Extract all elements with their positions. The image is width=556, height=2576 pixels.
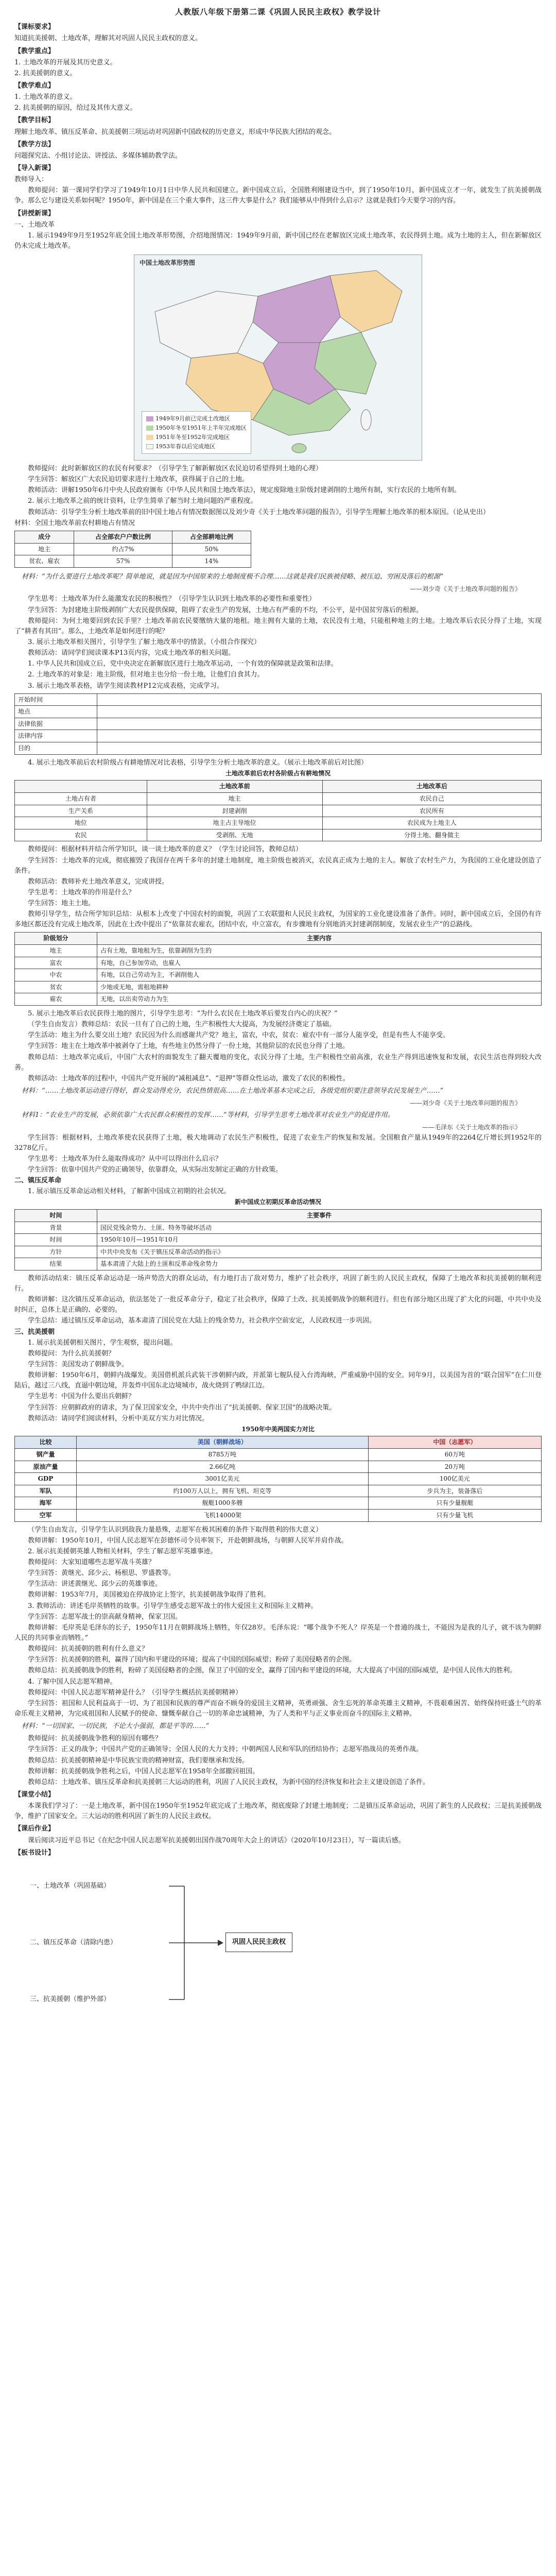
table-row [15, 1222, 542, 1234]
goals-heading: 【课标要求】 [14, 23, 55, 31]
table-header [15, 781, 147, 793]
table-header-row [15, 781, 542, 793]
quote: 材料：“一切国家、一切民族，不论大小强弱，都是平等的……” [22, 1722, 210, 1731]
table-cell: 无地，以出卖劳动力为生 [97, 993, 542, 1006]
paragraph: 教师提问：为什么抗美援朝？ [28, 1349, 115, 1358]
quote: 材料：“为什么要进行土地改革呢？简单地说，就是因为中国原来的土地制度极不合理……这就是我们民族被侵略、被压迫、穷困及落后的根源” [22, 572, 444, 581]
table-cell: 中农 [15, 969, 97, 981]
table-row [15, 792, 542, 805]
paragraph: 学生回答：应朝鲜政府的请求，为了保卫国家安全，中共中央作出了“抗美援朝、保家卫国”的战略决策。 [28, 1403, 336, 1412]
region-northeast [330, 270, 402, 332]
paragraph: 教师引导学生，结合所学知识总结：从根本上改变了中国农村的面貌，巩固了工农联盟和人民民主政权，为国家的工业化建设准备了条件。同时，新中国成立后，全国仍有许多地区都还没有完成土地改革，因此在土改中提出了“依靠贫农雇农，团结中农，中立富农，有步骤地有分别地消灭封建剥削制度，发展农业生产”的总路线。 [14, 910, 542, 929]
paragraph: 教师总结：土地改革、镇压反革命和抗美援朝三大运动的胜利，巩固了人民民主政权，为新中国的经济恢复和社会主义建设创造了条件。 [28, 1778, 430, 1786]
map-legend [142, 411, 251, 454]
table-row [15, 706, 542, 718]
paragraph: 学生思考：土地改革为什么能激发农民的积极性？（引导学生认识到土地改革的必要性和重要性） [28, 595, 316, 603]
paragraph: 教师总结：土地改革完成后，中国广大农村的面貌发生了翻天覆地的变化，农民分得了土地，生产积极性空前高涨，农业生产得到迅速恢复和发展，农民生活也得到较大改善。 [14, 1053, 542, 1072]
paragraph: 学生回答：祖国和人民利益高于一切、为了祖国和民族的尊严而奋不顾身的爱国主义精神，英勇顽强、舍生忘死的革命英雄主义精神，不畏艰难困苦、始终保持旺盛士气的革命乐观主义精神，为完成祖国和人民赋予的使命、慷慨奉献自己一切的革命忠诚精神，为了人类和平与正义事业而奋斗的国际主义精神。 [14, 1699, 542, 1718]
table-cell: 时间 [15, 1234, 97, 1246]
map-caption: 中国土地改革形势图 [140, 259, 196, 267]
goals-text: 知道抗美援朝、土地改革，理解其对巩固人民民主政权的意义。 [14, 35, 202, 43]
table-cell: GDP [15, 1473, 77, 1485]
summary-text: 本课我们学习了：一是土地改革，新中国在1950年至1952年底完成了土地改革，彻底废除了封建土地制度；二是镇压反革命运动，巩固了新生的人民政权；三是抗美援朝战争，维护了国家安全。三大运动的胜利巩固了新生的人民民主政权。 [14, 1802, 542, 1821]
legend-swatch [146, 416, 153, 421]
table-header-row [15, 531, 251, 543]
table-caption: 1950年中美两国实力对比 [241, 1425, 315, 1433]
table-header-row [15, 933, 542, 945]
table-row [15, 993, 542, 1006]
summary-heading: 【课堂小结】 [14, 1791, 55, 1799]
paragraph: 教师提问：此时新解放区的农民有何要求？（引导学生了解新解放区农民迫切希望得到土地的心理） [28, 465, 323, 473]
paragraph: 教师讲解：1950年10月，中国人民志愿军在彭德怀司令员率领下，开赴朝鲜战场，与朝鲜人民军并肩作战。 [28, 1536, 348, 1545]
paragraph: 教师提问：抗美援朝战争胜利的原因有哪些？ [28, 1735, 162, 1743]
paragraph: 教师讲解：1953年7月，美国被迫在停战协定上签字，抗美援朝战争取得了胜利。 [28, 1591, 270, 1599]
table-header: 美国（朝鲜战场） [77, 1436, 369, 1449]
table-row [15, 945, 542, 957]
table-cell: 1950年10月—1951年10月 [97, 1234, 542, 1246]
table-cell: 步兵为主，装备落后 [368, 1485, 541, 1497]
table-cell [97, 742, 542, 755]
table-row [15, 1497, 542, 1510]
table-cell: 飞机14000架 [77, 1510, 369, 1522]
table-cell: 地主 [15, 945, 97, 957]
paragraph: 学生回答：抗美援朝的胜利，赢得了国内和平建设的环境；提高了中国的国际威望；粉碎了美国侵略者的企图。 [28, 1656, 356, 1664]
key-item: 2. 抗美援朝的意义。 [14, 69, 77, 77]
paragraph: 教师讲解：1950年6月，朝鲜内战爆发。美国借机派兵武装干涉朝鲜内政，并派第七舰队侵入台湾海峡，严重威胁中国的安全。同年9月，以美国为首的“联合国军”在仁川登陆后，越过三八线，直逼中朝边境，并轰炸中国东北边境城市，战火烧到了鸭绿江边。 [14, 1371, 542, 1390]
table-cell: 海军 [15, 1497, 77, 1510]
paragraph: 教师讲解：这次镇压反革命运动，依法惩处了一批反革命分子，稳定了社会秩序，保障了土改、抗美援朝战争的顺利进行。但也有部分地区出现了扩大化的问题，中共中央及时纠正，总体上是正确的、必要的。 [14, 1296, 542, 1314]
paragraph: 教师活动：请同学们阅读材料，分析中美双方实力对比情况。 [28, 1414, 209, 1422]
paragraph: 学生回答：黄继光、邱少云、杨根思、罗盛教等。 [28, 1569, 176, 1578]
paragraph: 4. 展示土地改革前后农村阶级占有耕地情况对比表格，引导学生分析土地改革的意义。（展示土地改革前后对比图） [28, 758, 368, 767]
table-cell [97, 718, 542, 730]
legend-item: 1949年9月前已完成土改地区 [146, 414, 247, 423]
paragraph: 学生回答：解放区广大农民迫切要求进行土地改革，获得属于自己的土地。 [28, 476, 249, 484]
table-cell: 农民所有 [322, 805, 541, 817]
paragraph: 1. 展示镇压反革命运动相关材料，了解新中国成立初期的社会状况。 [28, 1188, 231, 1196]
section-sub-counter: 二、镇压反革命 [14, 1177, 62, 1185]
table-caption: 材料：全国土地改革前农村耕地占有情况 [14, 519, 135, 527]
table-header: 土地改革后 [322, 781, 541, 793]
table-row [15, 1246, 542, 1258]
table-header: 主要内容 [97, 933, 542, 945]
table-row [15, 1258, 542, 1270]
paragraph: 3. 展示土地改革表格，请学生阅读教材P12完成表格，完成学习。 [28, 682, 223, 690]
legend-swatch [146, 426, 153, 431]
table-row [15, 543, 251, 555]
table-cell: 约占7% [74, 543, 172, 555]
table-cell: 少地或无地，需租地耕种 [97, 981, 542, 993]
table-cell: 受剥削、无地 [147, 829, 322, 841]
table-row [15, 829, 542, 841]
legend-item: 1950年冬至1951年上半年完成地区 [146, 423, 247, 432]
region-taiwan [361, 410, 371, 430]
quote-source: ——毛泽东《关于土地改革的指示》 [422, 1123, 521, 1131]
table-cell [97, 730, 542, 742]
board-diagram [14, 1866, 542, 2020]
key-heading: 【教学重点】 [14, 47, 55, 55]
table-header: 占全部农户户数比例 [74, 531, 172, 543]
table-cell: 原油产量 [15, 1461, 77, 1473]
table-cell: 农民成为土地主人 [322, 817, 541, 829]
paragraph: 学生回答：土地改革的完成，彻底摧毁了我国存在两千多年的封建土地制度，地主阶级也被消灭，农民真正成为土地的主人。解放了农村生产力，为我国的工业化建设创造了条件。 [14, 856, 542, 875]
diff-heading: 【教学难点】 [14, 81, 55, 90]
paragraph: 2. 土地改革的对象是：地主阶级，但对地主也分给一份土地，让他们自食其力。 [28, 671, 264, 679]
table-cell: 只有少量舰艇 [368, 1497, 541, 1510]
table-row [15, 718, 542, 730]
table-row [15, 817, 542, 829]
table-cell: 地位 [15, 817, 147, 829]
paragraph: 学生回答：依靠中国共产党的正确领导，依靠群众，从实际出发制定正确的方针政策。 [28, 1165, 283, 1174]
table-cell: 8785万吨 [77, 1449, 369, 1461]
table-cell: 雇农 [15, 993, 97, 1006]
table-cell: 地点 [15, 706, 97, 718]
paragraph: 学生总结：通过镇压反革命运动，基本肃清了国民党在大陆上的残余势力，社会秩序空前安定，人民政权进一步巩固。 [28, 1317, 376, 1325]
table-row [15, 1461, 542, 1473]
table-cell: 有地，自己参加劳动，也雇人 [97, 957, 542, 969]
table-header: 中国（志愿军） [368, 1436, 541, 1449]
paragraph: 教师总结：抗美援朝精神是中华民族宝贵的精神财富，我们要继承和发扬。 [28, 1756, 249, 1765]
table-row [15, 555, 251, 568]
paragraph: 2. 展示抗美援朝英雄人物相关材料，学生了解志愿军英雄事迹。 [28, 1547, 217, 1555]
paragraph: 3. 展示土地改革相关图片，引导学生了解土地改革中的情景。（小组合作探究） [28, 638, 261, 646]
quote-source: ——刘少奇《关于土地改革问题的报告》 [409, 1099, 521, 1107]
paragraph: 教师讲解：毛岸英是毛泽东的长子，1950年11月在朝鲜战场上牺牲，年仅28岁。毛泽东说：“哪个战争不死人？岸英是一个普通的战士，不能因为是我的儿子，就不该为朝鲜人民的共同事业而牺牲。” [14, 1623, 542, 1642]
table-row [15, 957, 542, 969]
paragraph: 1. 展示1949年9月至1952年底全国土地改革形势图，介绍地图情况：1949年9月前，新中国已经在老解放区完成土地改革，农民得到土地。成为土地的主人，但在新解放区仍未完成土地改革。 [14, 231, 542, 250]
quote: 材料：“……土地改革运动进行得好，群众发动得充分，农民热情很高……在土地改革基本完成之后，各级党组织要注意领导农民发展生产……” [22, 1087, 444, 1095]
paragraph: 教师活动：引导学生分析土地改革前的旧中国土地占有情况数据图以及刘少奇《关于土地改革问题的报告》，引导学生理解土地改革的根本原因。（论从史出） [28, 508, 490, 516]
table-cell: 富农 [15, 957, 97, 969]
board-item: 一、土地改革（巩固基础） [30, 1882, 111, 1890]
method-heading: 【教学方法】 [14, 140, 55, 148]
paragraph: 1. 展示抗美援朝相关图片，学生观察，提出问题。 [28, 1338, 177, 1347]
land-reform-steps-table [14, 693, 542, 755]
table-cell: 中共中央发布《关于镇压反革命活动的指示》 [97, 1246, 542, 1258]
table-row [15, 1473, 542, 1485]
paragraph: 教师提问：大家知道哪些志愿军战斗英雄？ [28, 1558, 155, 1567]
paragraph: 教师提问：根据材料并结合所学知识，谈一谈土地改革的意义？（学生讨论回答，教师总结） [28, 845, 303, 854]
process-heading: 【讲授新课】 [14, 209, 55, 217]
method-text: 问题探究法、小组讨论法、讲授法、多媒体辅助教学法。 [14, 151, 182, 160]
table-cell: 50% [172, 543, 251, 555]
table-row [15, 730, 542, 742]
table-cell: 20万吨 [368, 1461, 541, 1473]
counter-revolution-table [14, 1209, 542, 1270]
compare-table [14, 780, 542, 841]
paragraph: 教师活动：讲解1950年6月中央人民政府颁布《中华人民共和国土地改革法》，规定废除地主阶级封建剥削的土地所有制，实行农民的土地所有制。 [28, 486, 461, 495]
usa-china-compare-table [14, 1436, 542, 1521]
table-header: 比较 [15, 1436, 77, 1449]
section-sub-korea: 三、抗美援朝 [14, 1328, 55, 1336]
legend-item: 1951年冬至1952年完成地区 [146, 433, 247, 442]
table-cell: 100亿美元 [368, 1473, 541, 1485]
homework-text: 课后阅读习近平总书记《在纪念中国人民志愿军抗美援朝出国作战70周年大会上的讲话》（2020年10月23日），写一篇读后感。 [28, 1836, 405, 1844]
paragraph: 教师提问：抗美援朝的胜利有什么意义？ [28, 1645, 149, 1653]
intro-label: 教师导入： [14, 176, 48, 184]
table-header: 土地改革前 [147, 781, 322, 793]
table-row [15, 805, 542, 817]
board-center-box: 巩固人民民主政权 [225, 1933, 292, 1952]
table-header: 主要事件 [97, 1209, 542, 1222]
paragraph: 学生回答：志愿军战士的崇高献身精神，保家卫国。 [28, 1613, 182, 1621]
table-row [15, 969, 542, 981]
table-caption: 新中国成立初期反革命活动情况 [234, 1198, 321, 1206]
homework-heading: 【课后作业】 [14, 1825, 55, 1833]
table-header: 成分 [15, 531, 74, 543]
board-item: 二、镇压反革命（清除内患） [30, 1938, 117, 1946]
table-cell: 占有土地，靠地租为生，依靠剥削为生的 [97, 945, 542, 957]
table-caption: 土地改革前后农村各阶级占有耕地情况 [225, 769, 331, 777]
paragraph: 学生回答：根据材料，土地改革使农民获得了土地，极大地调动了农民生产积极性，促进了农业生产的恢复和发展。全国粮食产量从1949年的2264亿斤增长到1952年的3278亿斤。 [14, 1133, 542, 1152]
table-row [15, 1510, 542, 1522]
table-cell: 地主占主导地位 [147, 817, 322, 829]
paragraph: （学生自由发言，引导学生认识到敌我力量悬殊，志愿军在极其困难的条件下取得胜利的伟大意义） [28, 1526, 323, 1534]
table-cell: 方针 [15, 1246, 97, 1258]
target-heading: 【教学目标】 [14, 116, 55, 125]
paragraph: 教师活动：土地改革的过程中，中国共产党开展的“减租减息”、“退押”等群众性运动，激发了农民的积极性。 [28, 1074, 350, 1082]
table-row [15, 1485, 542, 1497]
table-cell: 农民自己 [322, 792, 541, 805]
paragraph: 教师提问：为何土地要回到农民手里？土地改革前农民要缴纳大量的地租。地主拥有大量的土地，农民没有土地，只能租种地主的土地。土地改革后农民分得了土地，实现了“耕者有其田”。那么，土地改革是如何进行的呢？ [14, 617, 542, 635]
paragraph: 教师活动：教师补充土地改革意义，完成讲授。 [28, 877, 169, 886]
table-cell: 钢产量 [15, 1449, 77, 1461]
table-cell [97, 706, 542, 718]
table-cell: 结果 [15, 1258, 97, 1270]
paragraph: 学生回答：为封建地主阶级剥削广大农民提供保障，阻碍了农业生产的发展，土地占有严重的不均，不公平，是中国贫穷落后的根源。 [28, 606, 423, 614]
paragraph: 学生回答：地主土地。 [28, 900, 95, 908]
table-cell: 法律内容 [15, 730, 97, 742]
table-cell: 生产关系 [15, 805, 147, 817]
quote-source: ——刘少奇《关于土地改革问题的报告》 [409, 585, 521, 592]
paragraph: 教师总结：抗美援朝战争的胜利，粉碎了美国侵略者的企图，保卫了中国的安全，赢得了国内和平建设的环境，大大提高了中国的国际威望，是中国人民伟大的胜利。 [28, 1667, 517, 1675]
intro-heading: 【导入新课】 [14, 164, 55, 172]
paragraph: 2. 展示土地改革之前的统计资料，让学生简单了解当时土地问题的严重程度。 [28, 497, 257, 505]
land-ownership-table [14, 531, 251, 568]
paragraph: 学生回答：正义的战争；中国共产党的正确领导；全国人民的大力支持；中朝两国人民和军队的团结协作；志愿军指战员的英勇作战。 [28, 1745, 423, 1754]
paragraph: 学生思考：土地改革的作用是什么？ [28, 888, 135, 896]
table-header: 占全部耕地比例 [172, 531, 251, 543]
paragraph: 1. 中华人民共和国成立后，党中央决定在新解放区进行土地改革运动，一个有效的保障就是政策和法律。 [28, 660, 338, 668]
table-cell: 基本肃清了大陆上的土匪和反革命残余势力 [97, 1258, 542, 1270]
table-cell: 封建剥削 [147, 805, 322, 817]
table-header: 时间 [15, 1209, 97, 1222]
paragraph: 学生回答：地主在土地改革中被剥夺了土地，有些地主仍然分得了一份土地，其他阶层的农民也分得了土地。 [28, 1042, 350, 1050]
paragraph: （学生自由发言）教师总结：农民一旦有了自己的土地，生产积极性大大提高，为发展经济奠定了基础。 [28, 1021, 336, 1029]
table-cell: 开始时间 [15, 693, 97, 706]
doc-title: 人教版八年级下册第二课《巩固人民民主政权》教学设计 [175, 7, 381, 16]
table-row [15, 1449, 542, 1461]
paragraph: 学生活动：地主为什么要交出土地？农民因为什么而感谢共产党？地主，富农，中农，贫农：雇农中有一部分人能享受，但是有些人不能享受。 [28, 1031, 450, 1040]
table-cell: 农民 [15, 829, 147, 841]
table-cell: 地主 [147, 792, 322, 805]
table-cell: 军队 [15, 1485, 77, 1497]
key-item: 1. 土地改革的开展及其历史意义。 [14, 58, 117, 66]
region-hainan [292, 444, 306, 453]
table-row [15, 1234, 542, 1246]
table-cell: 国民党残余势力、土匪、特务等破坏活动 [97, 1222, 542, 1234]
table-header: 阶级划分 [15, 933, 97, 945]
diff-item: 1. 土地改革的意义。 [14, 93, 77, 101]
legend-swatch [146, 435, 153, 440]
class-division-table [14, 932, 542, 1006]
paragraph: 学生活动：讲述黄继光、邱少云的英雄事迹。 [28, 1580, 162, 1588]
table-header-row [15, 1209, 542, 1222]
paragraph: 教师提问：中国人民志愿军精神是什么？（引导学生概括抗美援朝精神） [28, 1688, 242, 1697]
table-cell: 14% [172, 555, 251, 568]
paragraph: 学生思考：土地改革为什么能取得成功？从中可以得出什么启示？ [28, 1155, 222, 1163]
table-cell: 背景 [15, 1222, 97, 1234]
intro-text: 教师提问：第一课同学们学习了1949年10月1日中华人民共和国建立。新中国成立后，全国胜利刚建设当中，到了1950年10月，新中国成立才一年，就发生了抗美援朝战争。那么它与建设关系如何呢？1950年，新中国是在三个重大事件，这三件大事是什么？我们能够从中得到什么启示？这就是我们今天要学习的内容。 [14, 187, 542, 205]
diff-item: 2. 抗美援朝的原因，给过及其伟大意义。 [14, 104, 137, 112]
table-cell: 地主 [15, 543, 74, 555]
table-cell: 57% [74, 555, 172, 568]
table-cell: 舰艇1000多艘 [77, 1497, 369, 1510]
paragraph: 教师活动结束：镇压反革命运动是一场声势浩大的群众运动，有力地打击了敌对势力，维护了社会秩序，巩固了新生的人民民主政权，保障了土地改革和抗美援朝的顺利进行。 [14, 1274, 542, 1293]
table-cell: 土地占有者 [15, 792, 147, 805]
table-cell: 2.66亿吨 [77, 1461, 369, 1473]
region-northwest [155, 291, 258, 358]
table-row [15, 693, 542, 706]
paragraph: 教师活动：请同学们阅读课本P13页内容，完成土地改革的相关问题。 [28, 649, 235, 657]
board-item: 三、抗美援朝（维护外部） [30, 1995, 111, 2003]
table-cell: 只有少量飞机 [368, 1510, 541, 1522]
legend-swatch [146, 444, 153, 449]
table-cell: 3001亿美元 [77, 1473, 369, 1485]
region-north [253, 276, 340, 343]
paragraph: 学生回答：美国发动了朝鲜战争。 [28, 1361, 129, 1369]
table-cell: 法律依据 [15, 718, 97, 730]
table-cell: 目的 [15, 742, 97, 755]
legend-item: 1953年春以后完成地区 [146, 442, 247, 451]
table-cell [97, 693, 542, 706]
board-heading: 【板书设计】 [14, 1849, 55, 1857]
board-arrow-head [218, 1940, 223, 1946]
table-cell: 有地，以自己劳动为主，不剥削他人 [97, 969, 542, 981]
table-header-row [15, 1436, 542, 1449]
target-text: 理解土地改革、镇压反革命、抗美援朝三项运动对巩固新中国政权的历史意义，形成中华民族大团结的观念。 [14, 128, 336, 136]
table-cell: 空军 [15, 1510, 77, 1522]
table-row [15, 981, 542, 993]
quote: 材料1：“农业生产的发展，必须依靠广大农民群众积极性的发挥……”等材料，引导学生思考土地改革对农业生产的促进作用。 [22, 1111, 394, 1119]
table-cell: 分得土地、翻身做主 [322, 829, 541, 841]
paragraph: 5. 展示土地改革后农民获得土地的图片，引导学生思考：“为什么农民在土地改革后要发自内心的庆祝？” [28, 1010, 338, 1018]
map-container [14, 255, 542, 461]
paragraph: 教师讲解：抗美援朝战争胜利之后，中国人民志愿军在1958年全部撤回祖国。 [28, 1767, 259, 1775]
land-reform-map [134, 255, 422, 461]
paragraph: 学生思考：中国为什么要出兵朝鲜？ [28, 1393, 135, 1401]
section-sub-land: 一、土地改革 [14, 221, 55, 229]
paragraph: 3. 教师活动：讲述毛岸英牺牲的故事。引导学生感受志愿军战士的伟大爱国主义和国际主义精神。 [28, 1602, 318, 1610]
table-cell: 约100万人以上，拥有飞机、坦克等 [77, 1485, 369, 1497]
table-cell: 贫农 [15, 981, 97, 993]
table-row [15, 742, 542, 755]
table-cell: 贫农、雇农 [15, 555, 74, 568]
table-cell: 60万吨 [368, 1449, 541, 1461]
paragraph: 4. 了解中国人民志愿军精神。 [28, 1677, 117, 1686]
